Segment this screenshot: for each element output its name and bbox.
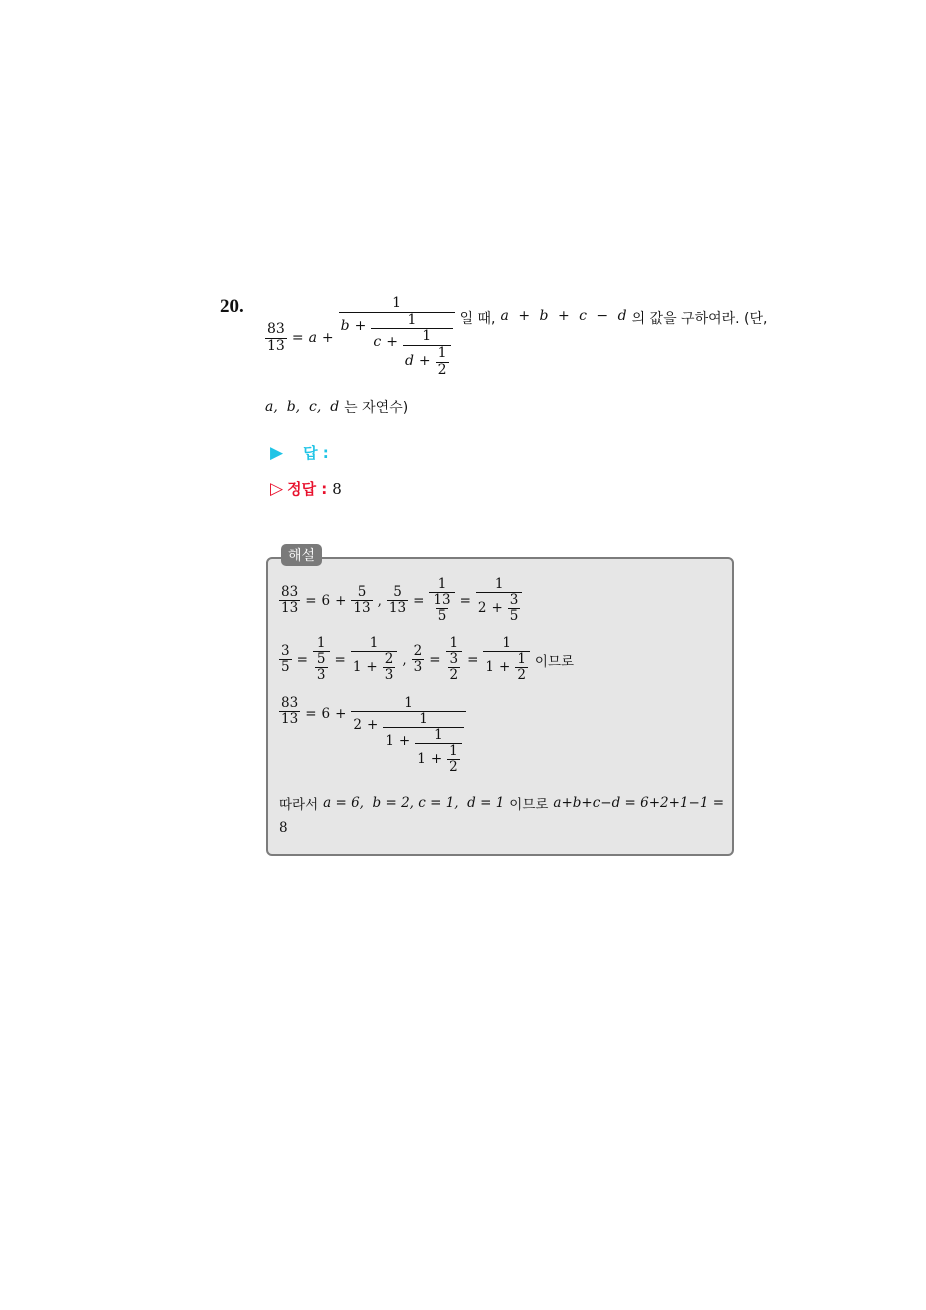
equals-sign: = [334,651,346,668]
numerator: 1 [449,743,458,760]
fraction-1-over-2-plus-3-5 [476,577,523,624]
denominator [403,345,451,378]
fraction-83-13 [279,696,300,727]
var-a: a [308,330,317,347]
explanation-result: 8 [279,820,288,836]
expr-plus: + [557,308,570,324]
expression [501,308,627,324]
numerator: 1 [404,695,413,711]
denominator [429,592,454,624]
condition-variables: a, b, c, d [265,399,340,415]
denominator [351,711,465,775]
outline-play-icon: ▷ [270,478,284,499]
denominator [446,651,463,683]
explanation-line-2 [279,636,574,683]
numerator: 1 [407,311,417,328]
fraction-3-5 [508,593,521,624]
denominator: 5 [509,608,519,625]
plus-sign: + [499,659,511,676]
plus-sign: + [335,706,347,722]
denominator [476,592,523,624]
numerator: 1 [437,576,447,592]
numerator: 1 [316,635,326,651]
denominator: 3 [413,659,423,676]
fraction-3-5 [279,644,292,675]
numerator: 5 [393,584,402,601]
plus-sign: + [386,334,398,351]
plus-sign: + [335,592,347,609]
answer-label: 답 : [303,444,329,462]
numerator: 5 [357,584,367,601]
denominator: 5 [437,608,447,625]
expr-minus: − [596,308,609,324]
fraction-5-3 [315,652,328,683]
comma: , [402,651,407,668]
explanation-line-3 [279,696,466,776]
equals-sign: = [305,592,317,609]
var-c: c [373,334,382,351]
denominator [313,651,330,683]
fraction-83-13 [265,322,287,354]
plus-sign: + [491,600,503,617]
correct-answer-label: 정답 : [287,480,328,498]
plus-sign: + [354,317,367,334]
numerator: 1 [449,635,459,651]
denominator: 13 [281,711,299,728]
condition-text: 는 자연수) [344,400,409,416]
numerator: 1 [517,651,526,668]
continued-fraction-level-3 [403,329,451,378]
denominator: 2 [449,667,459,684]
fraction-1-over-13-5 [429,577,454,624]
numerator: 1 [434,727,443,744]
numerator: 83 [281,584,299,601]
denominator [339,312,455,379]
denominator: 2 [517,667,526,684]
equals-sign: = [413,592,425,609]
fraction-1-2 [447,744,460,775]
expr-d: d [617,308,627,324]
continued-fraction-level-2 [371,313,452,379]
denominator: 5 [281,659,290,676]
final-calculation: a+b+c−d = 6+2+1−1 = [553,795,725,811]
number: 1 [385,733,394,750]
denominator [371,328,452,378]
explanation-text: 이므로 [534,653,575,670]
variable-values: a = 6, b = 2, c = 1, d = 1 [323,795,505,811]
plus-sign: + [367,717,379,734]
number: 1 [417,751,426,768]
explanation-line-1 [279,577,522,624]
numerator: 1 [494,576,504,592]
number: 1 [352,659,362,676]
explanation-text: 이므로 [509,797,549,813]
number: 1 [485,659,495,676]
fraction-2-3 [383,652,396,683]
denominator [383,727,463,775]
var-d: d [404,353,414,370]
comma: , [377,592,382,609]
denominator: 13 [281,600,299,617]
expr-a: a [500,308,509,324]
correct-answer [270,478,342,499]
number: 2 [353,717,362,734]
var-b: b [340,317,350,334]
numerator: 1 [419,711,428,728]
denominator [351,651,398,683]
denominator: 2 [437,361,447,378]
plus-sign: + [366,659,378,676]
equals-sign: = [291,330,304,347]
number: 6 [321,706,331,722]
explanation-tag: 해설 [281,544,322,566]
numerator: 1 [437,345,447,362]
fraction-2-3 [412,644,425,675]
continued-fraction [351,696,465,776]
equals-sign: = [459,592,471,609]
answer-field[interactable] [270,442,334,463]
equals-sign: = [296,651,308,668]
question-text: 의 값을 구하여라. (단, [631,311,768,327]
fraction-1-2 [515,652,528,683]
numerator: 2 [413,643,423,660]
question-number: 20. [220,296,244,317]
expr-b: b [539,308,549,324]
explanation-line-4 [279,793,724,813]
denominator: 3 [384,667,394,684]
numerator: 1 [392,295,402,311]
correct-answer-value: 8 [332,479,342,498]
numerator: 5 [316,651,326,668]
expr-c: c [579,308,587,324]
plus-sign: + [321,330,334,347]
numerator: 83 [267,321,285,337]
denominator: 13 [267,337,285,354]
question-text: 일 때, [459,311,496,327]
fraction-5-13 [387,585,408,616]
fraction-5-13 [351,585,372,616]
number: 2 [477,600,487,617]
numerator: 83 [281,695,299,711]
plus-sign: + [430,751,443,768]
numerator: 2 [384,651,394,668]
fraction-1-over-3-2 [446,636,463,683]
denominator: 3 [316,667,326,684]
fraction-13-5 [431,593,452,624]
numerator: 13 [433,592,451,609]
denominator: 13 [353,600,371,617]
denominator: 13 [388,600,407,617]
denominator [483,651,530,683]
equals-sign: = [305,706,317,722]
denominator [415,743,462,775]
continued-fraction-level-2 [383,712,463,775]
numerator: 1 [502,635,511,651]
numerator: 3 [281,643,290,660]
fraction-1-2 [436,346,449,378]
question-statement [265,295,768,378]
denominator: 2 [449,759,458,776]
equals-sign: = [467,651,479,668]
explanation-text: 따라서 [279,797,319,813]
equals-sign: = [429,651,441,668]
fraction-83-13 [279,585,300,616]
fraction-1-over-1-plus-1-2 [483,636,530,683]
fraction-1-over-5-3 [313,636,330,683]
numerator: 3 [509,592,519,609]
expr-plus: + [518,308,531,324]
continued-fraction [339,296,455,378]
question-condition [265,397,408,417]
play-icon: ▶ [270,442,284,463]
plus-sign: + [398,733,411,750]
numerator: 1 [422,328,432,345]
plus-sign: + [418,353,431,370]
fraction-3-2 [448,652,461,683]
number: 6 [321,592,331,609]
numerator: 1 [369,635,379,651]
numerator: 3 [449,651,459,668]
fraction-1-over-1-plus-2-3 [351,636,398,683]
continued-fraction-level-3 [415,728,462,775]
